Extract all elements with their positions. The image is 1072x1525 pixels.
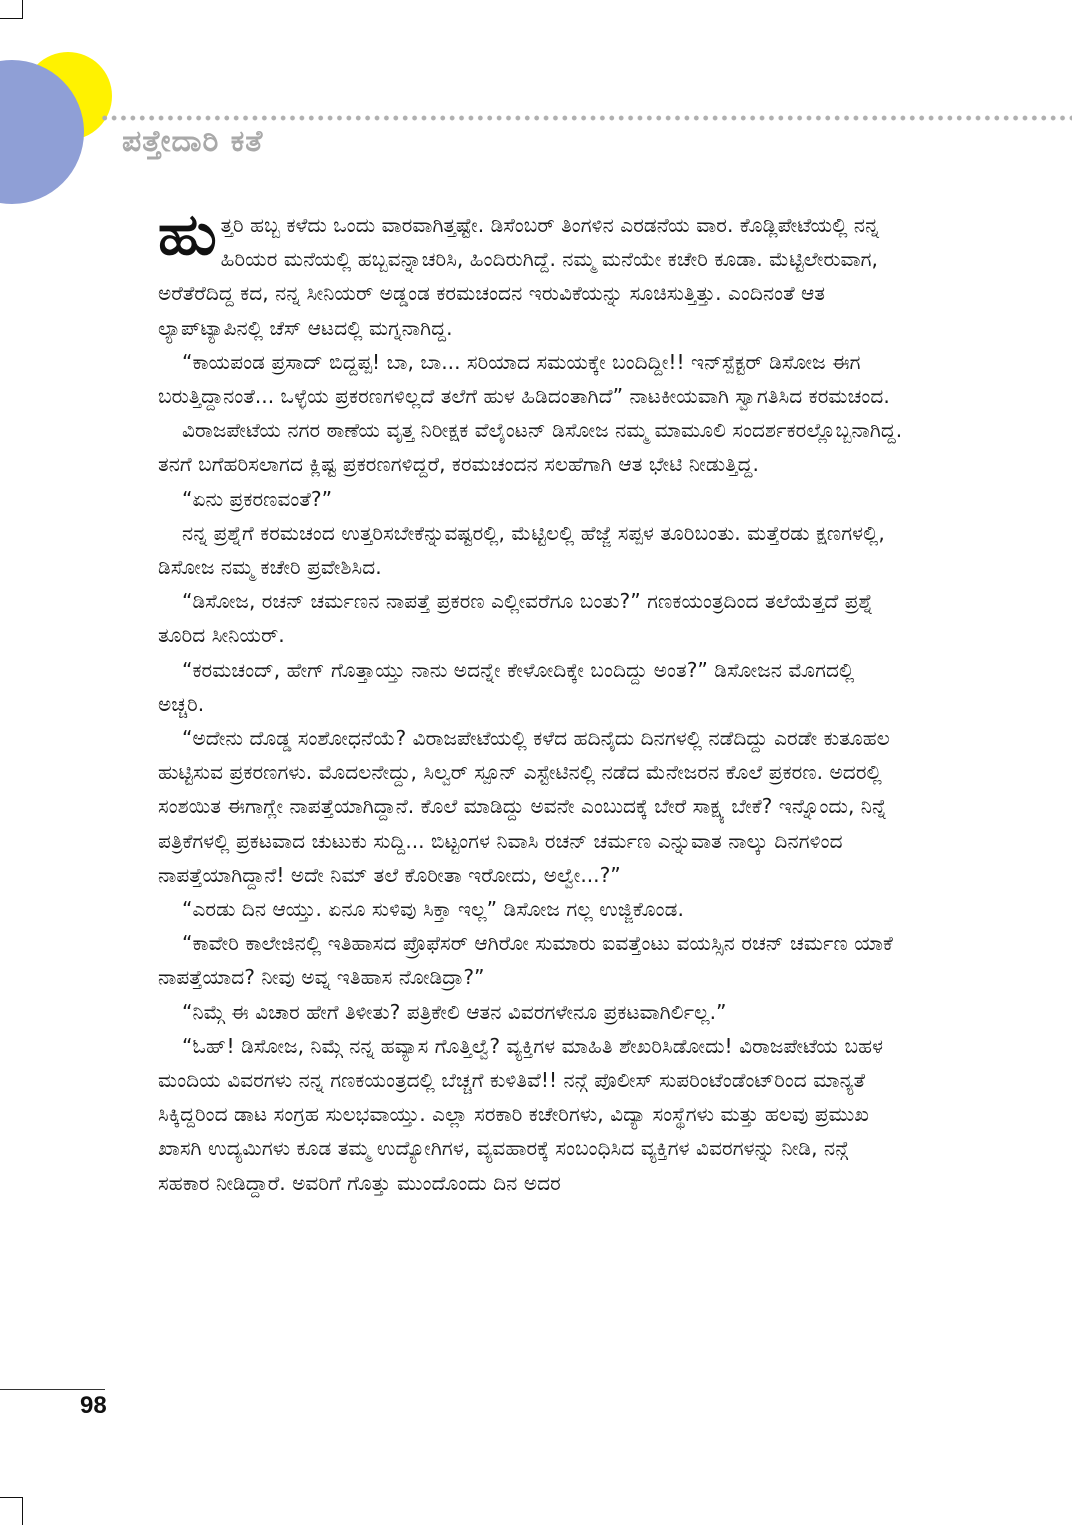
paragraph: “ನಿಮ್ಗೆ ಈ ವಿಚಾರ ಹೇಗೆ ತಿಳೀತು? ಪತ್ರಿಕೇಲಿ ಆತನ ವಿವರಗಳೇನೂ ಪ್ರಕಟವಾಗಿರ್ಲಿಲ್ಲ.” bbox=[182, 999, 727, 1024]
crop-mark-bottom-left-vertical bbox=[22, 1497, 23, 1525]
paragraph: “ಡಿಸೋಜ, ರಚನ್ ಚರ್ಮಣನ ನಾಪತ್ತೆ ಪ್ರಕರಣ ಎಲ್ಲೀವರೆಗೂ ಬಂತು?” ಗಣಕಯಂತ್ರದಿಂದ ತಲೆಯೆತ್ತದೆ ಪ್ರಶ್ನೆ ತೂರಿದ ಸೀನಿಯರ್. bbox=[158, 589, 874, 648]
paragraph: “ಏನು ಪ್ರಕರಣವಂತೆ?” bbox=[182, 486, 333, 511]
paragraph: “ಕರಮಚಂದ್, ಹೇಗ್ ಗೊತ್ತಾಯ್ತು ನಾನು ಅದನ್ನೇ ಕೇಳೋದಿಕ್ಕೇ ಬಂದಿದ್ದು ಅಂತ?” ಡಿಸೋಜನ ಮೊಗದಲ್ಲಿ ಅಚ್ಚರಿ. bbox=[158, 657, 855, 716]
paragraph: ಹುತ್ತರಿ ಹಬ್ಬ ಕಳೆದು ಒಂದು ವಾರವಾಗಿತ್ತಷ್ಟೇ. ಡಿಸೆಂಬರ್ ತಿಂಗಳಿನ ಎರಡನೆಯ ವಾರ. ಕೊಡ್ಲಿಪೇಟೆಯಲ್ಲಿ ನನ್ನ ಹಿರಿಯರ ಮನೆಯಲ್ಲಿ ಹಬ್ಬವನ್ನಾಚರಿಸಿ, ಹಿಂದಿರುಗಿದ್ದೆ. ನಮ್ಮ ಮನೆಯೇ ಕಚೇರಿ ಕೂಡಾ. ಮೆಟ್ಟಿಲೇರುವಾಗ, ಅರೆತೆರೆದಿದ್ದ ಕದ, ನನ್ನ ಸೀನಿಯರ್ ಅಡ್ಡಂಡ ಕರಮಚಂದನ ಇರುವಿಕೆಯನ್ನು ಸೂಚಿಸುತ್ತಿತ್ತು. ಎಂದಿನಂತೆ ಆತ ಲ್ಯಾಪ್‌ಟ್ಯಾಪಿನಲ್ಲಿ ಚೆಸ್ ಆಟದಲ್ಲಿ ಮಗ್ನನಾಗಿದ್ದ. bbox=[158, 200, 880, 340]
drop-cap: ಹು bbox=[158, 200, 217, 268]
page-number: 98 bbox=[80, 1392, 107, 1419]
section-title: ಪತ್ತೇದಾರಿ ಕತೆ bbox=[122, 124, 264, 159]
paragraph: “ಕಾಯಪಂಡ ಪ್ರಸಾದ್ ಬಿದ್ದಪ್ಪ! ಬಾ, ಬಾ... ಸರಿಯಾದ ಸಮಯಕ್ಕೇ ಬಂದಿದ್ದೀ!! ಇನ್‌ಸ್ಪೆಕ್ಟರ್ ಡಿಸೋಜ ಈಗ ಬರುತ್ತಿದ್ದಾನಂತೆ... ಒಳ್ಳೆಯ ಪ್ರಕರಣಗಳಿಲ್ಲದೆ ತಲೆಗೆ ಹುಳ ಹಿಡಿದಂತಾಗಿದೆ” ನಾಟಕೀಯವಾಗಿ ಸ್ವಾಗತಿಸಿದ ಕರಮಚಂದ. bbox=[158, 349, 890, 409]
paragraph: “ಓಹ್! ಡಿಸೋಜ, ನಿಮ್ಗೆ ನನ್ನ ಹವ್ಯಾಸ ಗೊತ್ತಿಲ್ವೆ? ವ್ಯಕ್ತಿಗಳ ಮಾಹಿತಿ ಶೇಖರಿಸಿಡೋದು! ವಿರಾಜಪೇಟೆಯ ಬಹಳ ಮಂದಿಯ ವಿವರಗಳು ನನ್ನ ಗಣಕಯಂತ್ರದಲ್ಲಿ ಬೆಚ್ಚಗೆ ಕುಳಿತಿವೆ!! ನನ್ಗೆ ಪೊಲೀಸ್ ಸುಪರಿಂಟೆಂಡೆಂಟ್‌ರಿಂದ ಮಾನ್ಯತೆ ಸಿಕ್ಕಿದ್ದರಿಂದ ಡಾಟ ಸಂಗ್ರಹ ಸುಲಭವಾಯ್ತು. ಎಲ್ಲಾ ಸರಕಾರಿ ಕಚೇರಿಗಳು, ವಿದ್ಯಾ ಸಂಸ್ಥೆಗಳು ಮತ್ತು ಹಲವು ಪ್ರಮುಖ ಖಾಸಗಿ ಉದ್ಯಮಿಗಳು ಕೂಡ ತಮ್ಮ ಉದ್ಯೋಗಿಗಳ, ವ್ಯವಹಾರಕ್ಕೆ ಸಂಬಂಧಿಸಿದ ವ್ಯಕ್ತಿಗಳ ವಿವರಗಳನ್ನು ನೀಡಿ, ನನ್ಗೆ ಸಹಕಾರ ನೀಡಿದ್ದಾರೆ. ಅವರಿಗೆ ಗೊತ್ತು ಮುಂದೊಂದು ದಿನ ಅದರ bbox=[158, 1033, 884, 1195]
crop-mark-top-left bbox=[0, 18, 22, 19]
crop-mark-bottom-left bbox=[0, 1497, 22, 1498]
page-number-rule bbox=[0, 1389, 105, 1390]
paragraph: ವಿರಾಜಪೇಟೆಯ ನಗರ ಠಾಣೆಯ ವೃತ್ತ ನಿರೀಕ್ಷಕ ವೆಲೈಂಟನ್ ಡಿಸೋಜ ನಮ್ಮ ಮಾಮೂಲಿ ಸಂದರ್ಶಕರಲ್ಲೊಬ್ಬನಾಗಿದ್ದ. ತನಗೆ ಬಗೆಹರಿಸಲಾಗದ ಕ್ಲಿಷ್ಟ ಪ್ರಕರಣಗಳಿದ್ದರೆ, ಕರಮಚಂದನ ಸಲಹೆಗಾಗಿ ಆತ ಭೇಟಿ ನೀಡುತ್ತಿದ್ದ. bbox=[158, 418, 903, 477]
story-body bbox=[158, 200, 903, 1200]
paragraph: “ಅದೇನು ದೊಡ್ಡ ಸಂಶೋಧನೆಯೆ? ವಿರಾಜಪೇಟೆಯಲ್ಲಿ ಕಳೆದ ಹದಿನೈದು ದಿನಗಳಲ್ಲಿ ನಡೆದಿದ್ದು ಎರಡೇ ಕುತೂಹಲ ಹುಟ್ಟಿಸುವ ಪ್ರಕರಣಗಳು. ಮೊದಲನೇದ್ದು, ಸಿಲ್ವರ್ ಸ್ಪೂನ್ ಎಸ್ಟೇಟಿನಲ್ಲಿ ನಡೆದ ಮೆನೇಜರನ ಕೊಲೆ ಪ್ರಕರಣ. ಅದರಲ್ಲಿ ಸಂಶಯಿತ ಈಗಾಗ್ಲೇ ನಾಪತ್ತೆಯಾಗಿದ್ದಾನೆ. ಕೊಲೆ ಮಾಡಿದ್ದು ಅವನೇ ಎಂಬುದಕ್ಕೆ ಬೇರೆ ಸಾಕ್ಷ್ಯ ಬೇಕೆ? ಇನ್ನೊಂದು, ನಿನ್ನೆ ಪತ್ರಿಕೆಗಳಲ್ಲಿ ಪ್ರಕಟವಾದ ಚುಟುಕು ಸುದ್ದಿ... ಬಿಟ್ಟಂಗಳ ನಿವಾಸಿ ರಚನ್ ಚರ್ಮಣ ಎನ್ನುವಾತ ನಾಲ್ಕು ದಿನಗಳಿಂದ ನಾಪತ್ತೆಯಾಗಿದ್ದಾನೆ! ಅದೇ ನಿಮ್ ತಲೆ ಕೊರೀತಾ ಇರೋದು, ಅಲ್ವೇ...?” bbox=[158, 726, 890, 887]
paragraph: “ಕಾವೇರಿ ಕಾಲೇಜಿನಲ್ಲಿ ಇತಿಹಾಸದ ಪ್ರೊಫೆಸರ್ ಆಗಿರೋ ಸುಮಾರು ಐವತ್ತೆಂಟು ವಯಸ್ಸಿನ ರಚನ್ ಚರ್ಮಣ ಯಾಕೆ ನಾಪತ್ತೆಯಾದ? ನೀವು ಅವ್ನ ಇತಿಹಾಸ ನೋಡಿದ್ರಾ?” bbox=[158, 931, 893, 990]
paragraph: ನನ್ನ ಪ್ರಶ್ನೆಗೆ ಕರಮಚಂದ ಉತ್ತರಿಸಬೇಕೆನ್ನುವಷ್ಟರಲ್ಲಿ, ಮೆಟ್ಟಿಲಲ್ಲಿ ಹೆಜ್ಜೆ ಸಪ್ಪಳ ತೂರಿಬಂತು. ಮತ್ತೆರಡು ಕ್ಷಣಗಳಲ್ಲಿ, ಡಿಸೋಜ ನಮ್ಮ ಕಚೇರಿ ಪ್ರವೇಶಿಸಿದ. bbox=[158, 520, 885, 580]
crop-mark-top-left-vertical bbox=[22, 0, 23, 19]
dotted-rule bbox=[100, 113, 1072, 123]
paragraph: “ಎರಡು ದಿನ ಆಯ್ತು. ಏನೂ ಸುಳಿವು ಸಿಕ್ತಾ ಇಲ್ಲ” ಡಿಸೋಜ ಗಲ್ಲ ಉಜ್ಜಿಕೊಂಡ. bbox=[182, 897, 684, 922]
